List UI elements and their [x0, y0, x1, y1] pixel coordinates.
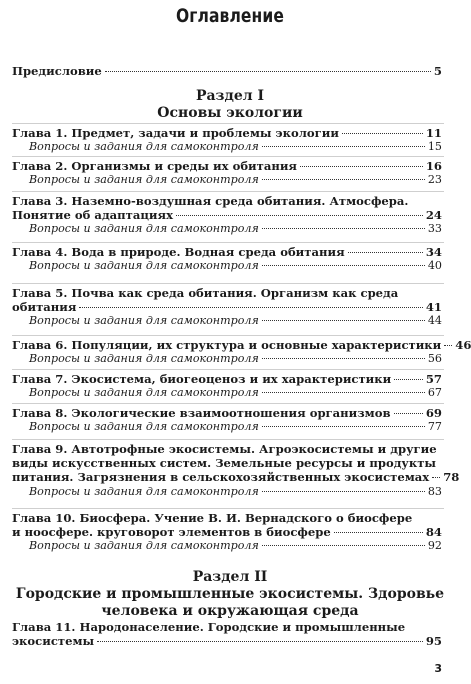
leader-dots	[105, 71, 431, 72]
chapter-page: 24	[425, 208, 442, 223]
chapter-title-line: Глава 5. Почва как среда обитания. Организм как среда	[12, 286, 399, 300]
leader-dots	[262, 491, 425, 492]
entry-divider	[12, 191, 444, 192]
chapter-title-line: питания. Загрязнения в сельскохозяйственных экосистемах	[12, 470, 430, 485]
chapter-title-line: Глава 6. Популяции, их структура и основные характеристики	[12, 338, 442, 352]
toc-entry-preface	[12, 64, 442, 78]
entry-divider	[12, 123, 444, 124]
toc-entry-chapter-4	[12, 245, 442, 273]
section-2-title-line1: Городские и промышленные экосистемы. Здоровье	[15, 586, 445, 602]
chapter-title-line: Глава 3. Наземно-воздушная среда обитания. Атмосфера.	[12, 194, 409, 208]
self-check-questions: Вопросы и задания для самоконтроля	[29, 222, 259, 236]
chapter-page: 11	[425, 126, 442, 140]
self-check-page: 15	[427, 140, 442, 154]
self-check-page: 44	[427, 314, 442, 328]
leader-dots	[262, 265, 425, 266]
toc-entry-chapter-3	[12, 194, 442, 237]
section-2-label: Раздел II	[192, 569, 268, 585]
leader-dots	[262, 426, 425, 427]
leader-dots	[262, 392, 425, 393]
chapter-title-line: Глава 2. Организмы и среды их обитания	[12, 159, 297, 173]
leader-dots	[262, 320, 425, 321]
toc-entry-chapter-1	[12, 126, 442, 154]
chapter-title-line: Глава 10. Биосфера. Учение В. И. Вернадского о биосфере	[12, 511, 413, 525]
self-check-page: 92	[427, 539, 442, 553]
entry-divider	[12, 242, 444, 243]
leader-dots	[394, 413, 423, 414]
self-check-questions: Вопросы и задания для самоконтроля	[29, 314, 259, 328]
leader-dots	[262, 179, 425, 180]
toc-entry-chapter-2	[12, 159, 442, 187]
self-check-questions: Вопросы и задания для самоконтроля	[29, 420, 259, 434]
leader-dots	[262, 228, 425, 229]
leader-dots	[300, 166, 423, 167]
page-title: Оглавление	[176, 6, 284, 27]
chapter-11-line-2: экосистемы	[12, 634, 95, 649]
self-check-questions: Вопросы и задания для самоконтроля	[29, 386, 259, 400]
entry-divider	[12, 335, 444, 336]
leader-dots	[334, 532, 423, 533]
chapter-page: 41	[425, 300, 442, 315]
chapter-title-line: Глава 8. Экологические взаимоотношения организмов	[12, 406, 391, 420]
self-check-questions: Вопросы и задания для самоконтроля	[29, 140, 259, 154]
section-1-heading	[0, 88, 460, 122]
self-check-questions: Вопросы и задания для самоконтроля	[29, 484, 259, 498]
page-number: 3	[434, 662, 442, 675]
chapter-page: 46	[455, 338, 471, 352]
chapter-page: 69	[425, 406, 442, 420]
leader-dots	[432, 477, 440, 478]
self-check-questions: Вопросы и задания для самоконтроля	[29, 259, 259, 273]
leader-dots	[262, 146, 425, 147]
preface-page: 5	[433, 64, 442, 78]
preface-text: Предисловие	[12, 64, 102, 78]
leader-dots	[342, 133, 423, 134]
entry-divider	[12, 156, 444, 157]
entry-divider	[12, 508, 444, 509]
toc-entry-chapter-10	[12, 511, 442, 554]
leader-dots	[97, 641, 423, 642]
section-2-title-line2: человека и окружающая среда	[101, 603, 359, 619]
entry-divider	[12, 369, 444, 370]
toc-entry-chapter-7	[12, 372, 442, 400]
chapter-page: 78	[443, 470, 460, 485]
self-check-page: 23	[427, 173, 442, 187]
chapter-page: 84	[425, 525, 442, 540]
leader-dots	[394, 379, 423, 380]
chapter-page: 16	[425, 159, 442, 173]
entry-divider	[12, 403, 444, 404]
leader-dots	[262, 358, 425, 359]
self-check-page: 33	[427, 222, 442, 236]
chapter-title-line: Глава 1. Предмет, задачи и проблемы экологии	[12, 126, 339, 140]
section-1-label: Раздел I	[195, 88, 265, 104]
chapter-title-line: Глава 4. Вода в природе. Водная среда обитания	[12, 245, 345, 259]
entry-divider	[12, 439, 444, 440]
chapter-11-line-1: Глава 11. Народонаселение. Городские и промышленные	[12, 620, 406, 634]
leader-dots	[176, 215, 423, 216]
toc-entry-chapter-8	[12, 406, 442, 434]
leader-dots	[444, 345, 452, 346]
leader-dots	[262, 545, 425, 546]
toc-entry-chapter-6	[12, 338, 471, 366]
self-check-questions: Вопросы и задания для самоконтроля	[29, 539, 259, 553]
self-check-page: 67	[427, 386, 442, 400]
self-check-questions: Вопросы и задания для самоконтроля	[29, 173, 259, 187]
chapter-title-line: виды искусственных систем. Земельные ресурсы и продукты	[12, 456, 437, 471]
chapter-page: 34	[425, 245, 442, 259]
chapter-page: 57	[425, 372, 442, 386]
entry-divider	[12, 283, 444, 284]
toc-entry-chapter-5	[12, 286, 442, 329]
section-2-heading	[0, 569, 460, 620]
leader-dots	[79, 307, 422, 308]
toc-entry-chapter-11	[12, 620, 442, 648]
toc-entry-chapter-9	[12, 442, 460, 499]
chapter-title-line: обитания	[12, 300, 77, 315]
leader-dots	[348, 252, 423, 253]
self-check-page: 77	[427, 420, 442, 434]
self-check-questions: Вопросы и задания для самоконтроля	[29, 352, 259, 366]
chapter-title-line: Глава 7. Экосистема, биогеоценоз и их характеристики	[12, 372, 392, 386]
chapter-title-line: Понятие об адаптациях	[12, 208, 174, 223]
chapter-11-page: 95	[425, 634, 442, 649]
self-check-page: 40	[427, 259, 442, 273]
chapter-title-line: Глава 9. Автотрофные экосистемы. Агроэкосистемы и другие	[12, 442, 437, 456]
section-1-title: Основы экологии	[157, 105, 303, 121]
self-check-page: 83	[427, 484, 442, 498]
self-check-page: 56	[427, 352, 442, 366]
chapter-title-line: и ноосфере. круговорот элементов в биосфере	[12, 525, 331, 540]
